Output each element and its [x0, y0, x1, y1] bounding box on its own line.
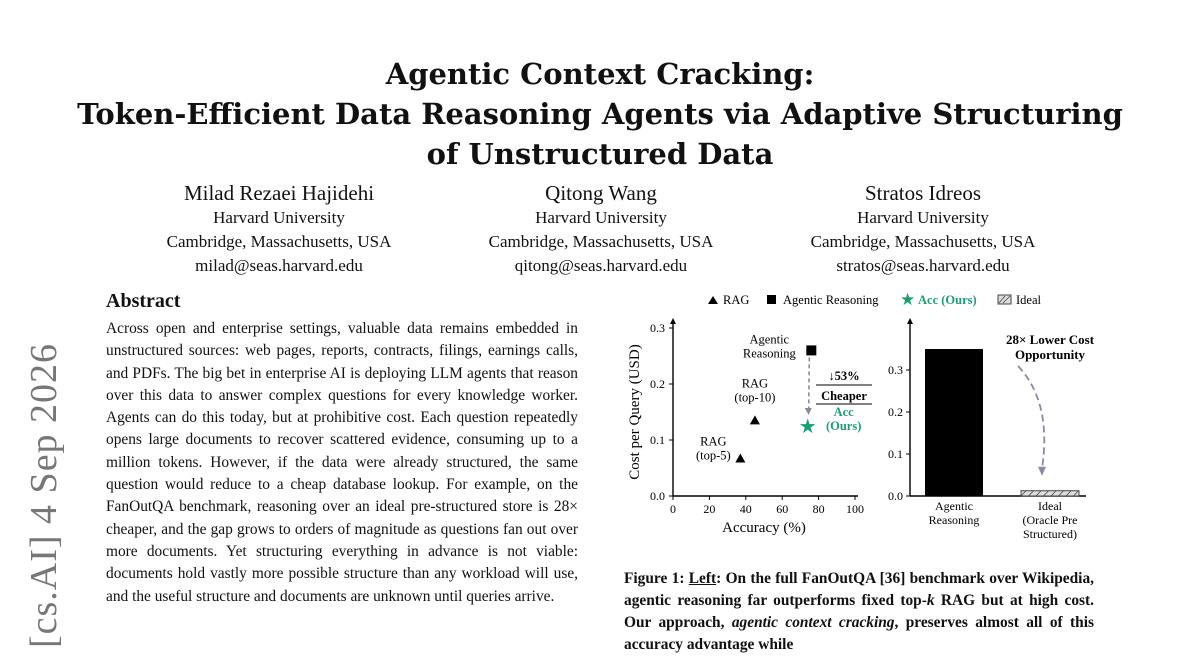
paper-title: [0, 54, 1200, 174]
title-line-2: Token-Efficient Data Reasoning Agents via Adaptive Structuring: [77, 97, 1123, 131]
author-name: Stratos Idreos: [864, 181, 982, 205]
caption-part3: , preserves almost all of this accuracy advantage while: [624, 614, 1094, 653]
y-tick-label: 0.0: [888, 489, 903, 503]
y-tick-label: 0.1: [888, 447, 903, 461]
legend-ideal-label: Ideal: [1016, 293, 1041, 307]
author-affiliation: Harvard University: [857, 208, 989, 227]
savings-annotation: 28× Lower Cost: [1005, 332, 1095, 347]
figure-legend: [708, 290, 1042, 309]
author-name: Milad Rezaei Hajidehi: [183, 181, 375, 205]
legend-rag-label: RAG: [723, 293, 750, 307]
y-tick-label: 0.3: [650, 321, 665, 335]
caption-left-word: Left: [688, 570, 717, 587]
caption-part2: RAG but at high cost. Our approach,: [624, 592, 1094, 631]
bar-plot: [888, 318, 1095, 541]
cheaper-annotation: Cheaper: [821, 389, 867, 403]
author-email: qitong@seas.harvard.edu: [514, 256, 688, 275]
author-block-2: [451, 180, 751, 278]
author-affiliation: Harvard University: [535, 208, 667, 227]
point-label: RAG: [741, 376, 769, 391]
y-axis-arrow: [907, 318, 913, 324]
reduction-arrow-head: [805, 408, 812, 415]
point-label: RAG: [700, 434, 727, 449]
x-tick-label: 0: [670, 502, 676, 516]
legend-agentic-label: Agentic Reasoning: [783, 293, 879, 307]
caption-k: k: [926, 592, 935, 609]
x-axis-label: Accuracy (%): [722, 520, 806, 536]
figure-caption: [624, 568, 1094, 656]
agentic-bar: [925, 349, 983, 496]
savings-annotation: Opportunity: [1014, 347, 1086, 362]
savings-arrow-head: [1038, 467, 1046, 476]
point-label: Reasoning: [742, 346, 796, 361]
point-label: (top-5): [695, 448, 731, 463]
caption-label: Figure 1:: [624, 570, 685, 587]
point-label: (Ours): [825, 419, 862, 433]
legend-rag-marker: [708, 296, 718, 304]
y-axis-arrow: [670, 318, 676, 324]
legend-ours-marker: ★: [900, 290, 916, 309]
caption-approach: agentic context cracking: [731, 614, 895, 631]
abstract-heading: Abstract: [106, 290, 181, 312]
bar-category-label: Ideal: [1038, 499, 1062, 513]
y-tick-label: 0.2: [888, 405, 903, 419]
title-line-1: Agentic Context Cracking:: [385, 57, 815, 91]
point-label: Agentic: [749, 332, 790, 347]
author-location: Cambridge, Massachusetts, USA: [166, 232, 392, 251]
x-tick-label: 20: [703, 502, 716, 516]
rag-point: [750, 415, 760, 424]
author-block-1: [129, 180, 429, 278]
reduction-arrow: [809, 357, 810, 410]
author-name: Qitong Wang: [545, 181, 657, 205]
abstract-text: Across open and enterprise settings, valuable data remains embedded in unstructured sources: web pages, reports, contracts, filings, earnings calls, and PDFs. The big bet in enterprise AI is deploying LLM agents that reason over this data to answer complex questions for every knowledge worker. Agents can do this today, but at prohibitive cost. Each question repeatedly opens large documents to recover scattered evidence, consuming up to a million tokens. However, if the data were already structured, the same question would reduce to a cheap database lookup. For example, on the FanOutQA benchmark, reasoning over an ideal pre-structured store is 28× cheaper, and the gap grows to orders of magnitude as questions fan out over more documents. Yet structuring everything in advance is not viable: documents hold vastly more possible structure than any workload will use, and the useful structure and documents are unknown until queries arrive.: [106, 320, 578, 605]
legend-ours-label: Acc (Ours): [918, 293, 977, 307]
point-label: Acc: [833, 405, 854, 419]
point-label: (top-10): [734, 390, 776, 405]
bar-category-label: Structured): [1023, 527, 1077, 541]
scatter-plot: [627, 318, 872, 536]
arxiv-side-label: [cs.AI] 4 Sep 2026: [23, 342, 65, 648]
x-tick-label: 80: [812, 502, 825, 516]
bar-category-label: Agentic: [935, 499, 973, 513]
figure-1: [600, 282, 1100, 552]
y-tick-label: 0.2: [650, 377, 665, 391]
bar-category-label: Reasoning: [928, 513, 980, 527]
x-tick-label: 40: [739, 502, 752, 516]
author-block-3: [773, 180, 1073, 278]
ours-star-point: ★: [798, 416, 817, 438]
agentic-point: [806, 345, 816, 355]
legend-agentic-marker: [767, 295, 776, 304]
cheaper-annotation: ↓53%: [828, 369, 860, 383]
bar-category-label: (Oracle Pre: [1022, 513, 1078, 527]
y-tick-label: 0.3: [888, 363, 903, 377]
x-tick-label: 100: [846, 502, 864, 516]
x-tick-label: 60: [776, 502, 789, 516]
savings-arrow: [1018, 366, 1044, 469]
author-location: Cambridge, Massachusetts, USA: [810, 232, 1036, 251]
y-tick-label: 0.0: [650, 489, 665, 503]
author-email: milad@seas.harvard.edu: [195, 256, 363, 275]
title-line-3: of Unstructured Data: [426, 137, 774, 171]
caption-part1: : On the full FanOutQA [36] benchmark over Wikipedia, agentic reasoning far outperforms fixed top-: [624, 570, 1094, 609]
y-tick-label: 0.1: [650, 433, 665, 447]
y-axis-label: Cost per Query (USD): [627, 344, 643, 480]
author-email: stratos@seas.harvard.edu: [836, 256, 1010, 275]
author-location: Cambridge, Massachusetts, USA: [488, 232, 714, 251]
author-affiliation: Harvard University: [213, 208, 345, 227]
rag-point: [735, 453, 745, 462]
